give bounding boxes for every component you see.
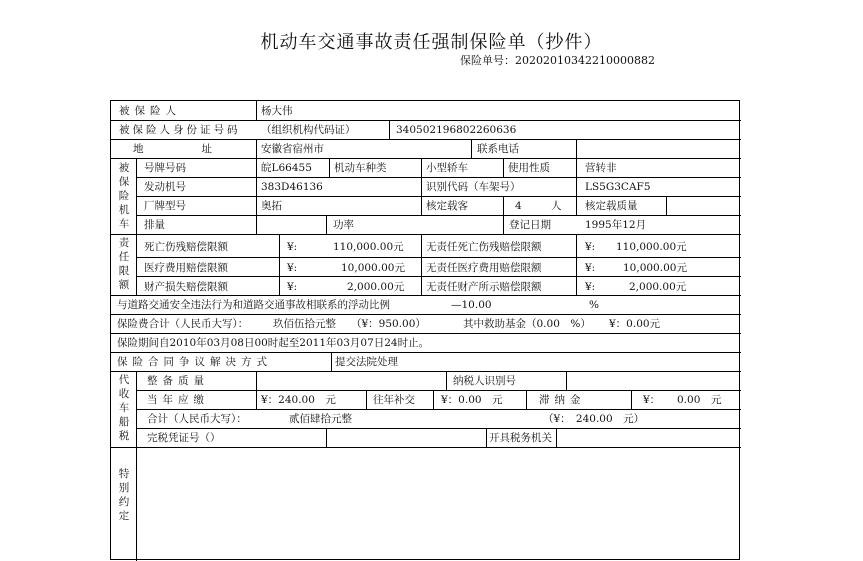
premium-words: 玖佰伍拾元整 <box>273 318 336 330</box>
address: 安徽省宿州市 <box>261 143 324 155</box>
current-tax: ¥：240.00 元 <box>261 394 336 406</box>
rule <box>433 390 434 409</box>
rule <box>503 215 504 234</box>
vin-label: 识别代码（车架号） <box>426 181 521 193</box>
tax-authority-label: 开具税务机关 <box>489 432 552 444</box>
rule <box>111 371 741 372</box>
rule <box>136 215 741 216</box>
limit-property-symbol: ¥: <box>287 281 298 293</box>
dispute-label: 保险合同争议解决方式 <box>117 356 272 368</box>
late-fee-label: 滞纳金 <box>539 394 586 406</box>
limit-medical-symbol: ¥: <box>287 262 298 274</box>
dispute-value: 提交法院处理 <box>335 356 398 368</box>
seats: 4 <box>515 200 522 212</box>
rule <box>326 215 327 234</box>
rule <box>329 158 330 177</box>
use: 营转非 <box>585 162 617 174</box>
address-label <box>133 143 270 155</box>
float-rate-label: 与道路交通安全违法行为和道路交通事故相联系的浮动比例 <box>117 299 390 311</box>
tax-group-label: 代收车船税 <box>118 374 130 442</box>
rule <box>503 158 504 177</box>
special-label: 特别约定 <box>118 468 130 522</box>
insured-id-label: 被保险人身份证号码 <box>119 124 241 136</box>
nofault-death-amount: 110,000.00元 <box>616 241 687 253</box>
rule <box>471 139 472 158</box>
model: 奥拓 <box>261 200 282 212</box>
limit-medical-amount: 10,000.00元 <box>341 262 405 274</box>
rescue-fund-amount: ¥：0.00元 <box>609 318 661 330</box>
limit-property-label: 财产损失赔偿限额 <box>144 281 228 293</box>
use-label: 使用性质 <box>508 162 550 174</box>
rule <box>111 333 741 334</box>
rule <box>421 158 422 215</box>
premium-label: 保险费合计（人民币大写）： <box>117 318 249 330</box>
rule <box>331 352 332 371</box>
rule <box>111 234 741 235</box>
limit-property-amount: 2,000.00元 <box>347 281 405 293</box>
rule <box>446 371 447 390</box>
engine-label: 发动机号 <box>144 181 186 193</box>
seats-unit: 人 <box>551 200 562 212</box>
rule <box>136 409 741 410</box>
rule <box>111 158 741 159</box>
reg-date: 1995年12月 <box>585 219 647 231</box>
taxpayer-id-label: 纳税人识别号 <box>453 375 516 387</box>
rule <box>576 196 577 215</box>
rule <box>389 120 390 139</box>
rule <box>503 196 504 215</box>
displacement-label: 排量 <box>144 219 165 231</box>
rule <box>666 196 667 215</box>
late-fee-amount: 0.00 元 <box>677 394 722 406</box>
plate-label: 号牌号码 <box>144 162 186 174</box>
limits-group-label: 责任限额 <box>118 237 130 291</box>
tax-total-number: （¥： 240.00 元） <box>543 413 645 425</box>
power-label: 功率 <box>333 219 354 231</box>
limit-death-symbol: ¥: <box>287 241 298 253</box>
tax-exempt-label: 完税凭证号（） <box>147 432 221 444</box>
vin: LS5G3CAF5 <box>585 181 651 193</box>
rule <box>486 428 487 447</box>
rule <box>111 314 741 315</box>
seats-label: 核定载客 <box>426 200 468 212</box>
rule <box>256 158 257 234</box>
rule <box>136 177 741 178</box>
nofault-medical-symbol: ¥: <box>585 262 596 274</box>
nofault-medical-label: 无责任医疗费用赔偿限额 <box>426 262 542 274</box>
rule <box>111 295 741 296</box>
rule <box>136 447 137 561</box>
float-rate-value: —10.00 <box>451 299 492 311</box>
premium-number: （¥：950.00） <box>351 318 426 330</box>
engine: 383D46136 <box>261 181 323 193</box>
rule <box>136 371 137 447</box>
rule <box>556 428 557 447</box>
insurance-period: 保险期间自2010年03月08日00时起至2011年03月07日24时止。 <box>117 337 430 349</box>
policy-number: 保险单号：20202010342210000882 <box>460 54 655 67</box>
vehicle-type-label: 机动车种类 <box>334 162 387 174</box>
nofault-death-label: 无责任死亡伤残赔偿限额 <box>426 241 542 253</box>
page-title: 机动车交通事故责任强制保险单（抄件） <box>260 32 603 53</box>
insured-name: 杨大伟 <box>261 105 293 117</box>
previous-tax: ¥：0.00 元 <box>441 394 503 406</box>
nofault-property-amount: 2,000.00元 <box>629 281 687 293</box>
rule <box>421 234 422 295</box>
rule <box>279 234 280 295</box>
rule <box>576 158 577 177</box>
rule <box>256 390 257 409</box>
tax-total-words: 贰佰肆拾元整 <box>289 413 352 425</box>
nofault-property-label: 无责任财产所示赔偿限额 <box>426 281 542 293</box>
phone-label: 联系电话 <box>477 143 519 155</box>
policy-form <box>110 100 740 560</box>
current-tax-label: 当年应缴 <box>147 394 209 406</box>
rule <box>326 428 327 447</box>
reg-date-label: 登记日期 <box>509 219 551 231</box>
curb-weight-label: 整备质量 <box>147 375 209 387</box>
nofault-death-symbol: ¥: <box>585 241 596 253</box>
rule <box>366 390 367 409</box>
rule <box>136 390 741 391</box>
rule <box>576 139 577 158</box>
rule <box>111 139 741 140</box>
rule <box>111 120 741 121</box>
float-rate-unit: % <box>589 299 599 311</box>
rule <box>136 428 741 429</box>
model-label: 厂牌型号 <box>144 200 186 212</box>
insured-name-label: 被保险人 <box>119 105 181 117</box>
vehicle-group-label: 被保险机车 <box>118 162 130 230</box>
previous-tax-label: 往年补交 <box>373 394 415 406</box>
rule <box>256 101 257 120</box>
vehicle-type: 小型轿车 <box>426 162 468 174</box>
nofault-medical-amount: 10,000.00元 <box>623 262 687 274</box>
limit-death-amount: 110,000.00元 <box>333 241 404 253</box>
insured-id-note: （组织机构代码证） <box>261 124 356 136</box>
late-fee-symbol: ¥： <box>643 394 661 406</box>
rule <box>136 158 137 234</box>
rule <box>576 177 577 196</box>
rescue-fund: 其中救助基金（0.00 %） <box>463 318 591 330</box>
rule <box>256 371 257 390</box>
rule <box>136 196 741 197</box>
rule <box>136 234 137 295</box>
address-label-text: 地址 <box>133 143 270 155</box>
rule <box>136 276 741 277</box>
rule <box>111 447 741 448</box>
tax-total-label: 合计（人民币大写）： <box>147 413 247 425</box>
rule <box>566 371 567 390</box>
load-label: 核定载质量 <box>585 200 638 212</box>
limit-death-label: 死亡伤残赔偿限额 <box>144 241 228 253</box>
insured-id: 340502196802260636 <box>396 124 517 136</box>
plate: 皖L66455 <box>261 162 312 174</box>
nofault-property-symbol: ¥: <box>585 281 596 293</box>
rule <box>136 257 741 258</box>
rule <box>111 352 741 353</box>
limit-medical-label: 医疗费用赔偿限额 <box>144 262 228 274</box>
rule <box>576 234 577 295</box>
rule <box>631 390 632 409</box>
rule <box>526 390 527 409</box>
